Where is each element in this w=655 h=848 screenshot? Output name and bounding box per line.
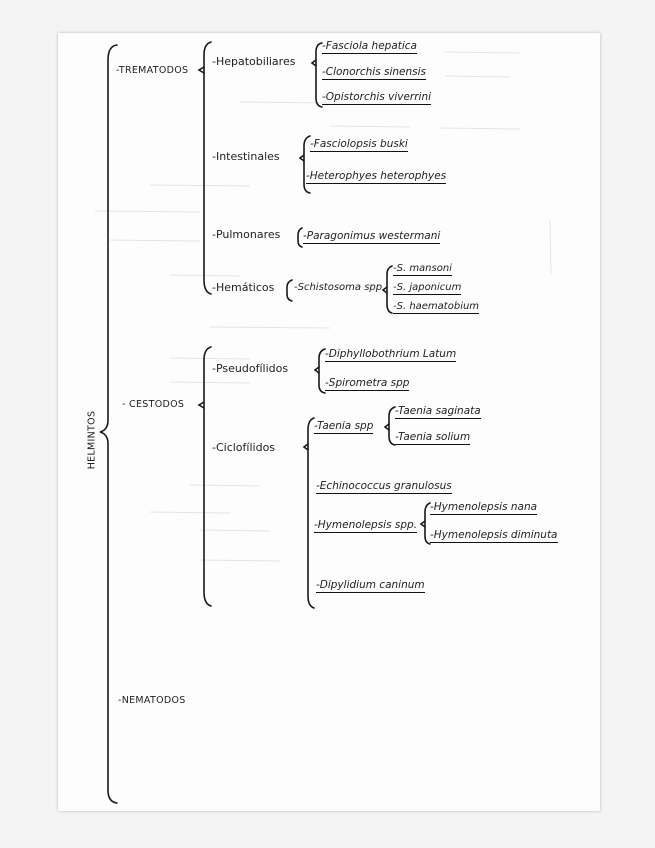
brace-trematodos (204, 42, 211, 294)
species-opistorchis-viverrini: -Opistorchis viverrini (322, 91, 432, 103)
species-diphyllobothrium-latum: -Diphyllobothrium Latum (325, 348, 457, 360)
subgroup-ciclofilidos: -Ciclofílidos (212, 441, 276, 454)
species-hymenolepsis-nana: -Hymenolepsis nana (430, 501, 538, 513)
species-s-mansoni: -S. mansoni (393, 263, 452, 274)
species-clonorchis-sinensis: -Clonorchis sinensis (322, 66, 427, 78)
group-nematodos: -NEMATODOS (118, 695, 186, 706)
species-dipylidium-caninum: -Dipylidium caninum (316, 579, 425, 591)
species-taenia-saginata: -Taenia saginata (395, 405, 481, 417)
genus-taenia: -Taenia spp (314, 420, 374, 432)
brace-schistosoma (387, 266, 392, 313)
genus-schistosoma: -Schistosoma spp (294, 282, 383, 293)
species-heterophyes-heterophyes: -Heterophyes heterophyes (306, 170, 447, 182)
group-trematodos: -TREMATODOS (116, 65, 189, 76)
root-label: HELMINTOS (86, 410, 98, 470)
brace-pulmonares (298, 228, 302, 247)
genus-hymenolepsis: -Hymenolepsis spp. (314, 519, 418, 531)
species-fasciolopsis-buski: -Fasciolopsis buski (310, 138, 408, 150)
brace-helmintos (100, 45, 117, 803)
species-taenia-solium: -Taenia solium (395, 431, 471, 443)
species-paragonimus-westermani: -Paragonimus westermani (303, 230, 441, 242)
subgroup-hepatobiliares: -Hepatobiliares (212, 55, 296, 68)
brace-cestodos (204, 347, 211, 606)
species-s-japonicum: -S. japonicum (393, 282, 462, 293)
subgroup-pseudofilidos: -Pseudofílidos (212, 362, 289, 375)
brace-ciclofilidos (308, 418, 314, 608)
species-s-haematobium: -S. haematobium (393, 301, 480, 312)
brace-hematicos (287, 280, 292, 301)
group-cestodos: - CESTODOS (122, 399, 185, 410)
subgroup-hematicos: -Hemáticos (212, 281, 275, 294)
species-spirometra: -Spirometra spp (325, 377, 410, 389)
subgroup-pulmonares: -Pulmonares (212, 228, 281, 241)
subgroup-intestinales: -Intestinales (212, 150, 280, 163)
species-echinococcus-granulosus: -Echinococcus granulosus (316, 480, 452, 492)
species-hymenolepsis-diminuta: -Hymenolepsis diminuta (430, 529, 558, 541)
species-fasciola-hepatica: -Fasciola hepatica (322, 40, 417, 52)
